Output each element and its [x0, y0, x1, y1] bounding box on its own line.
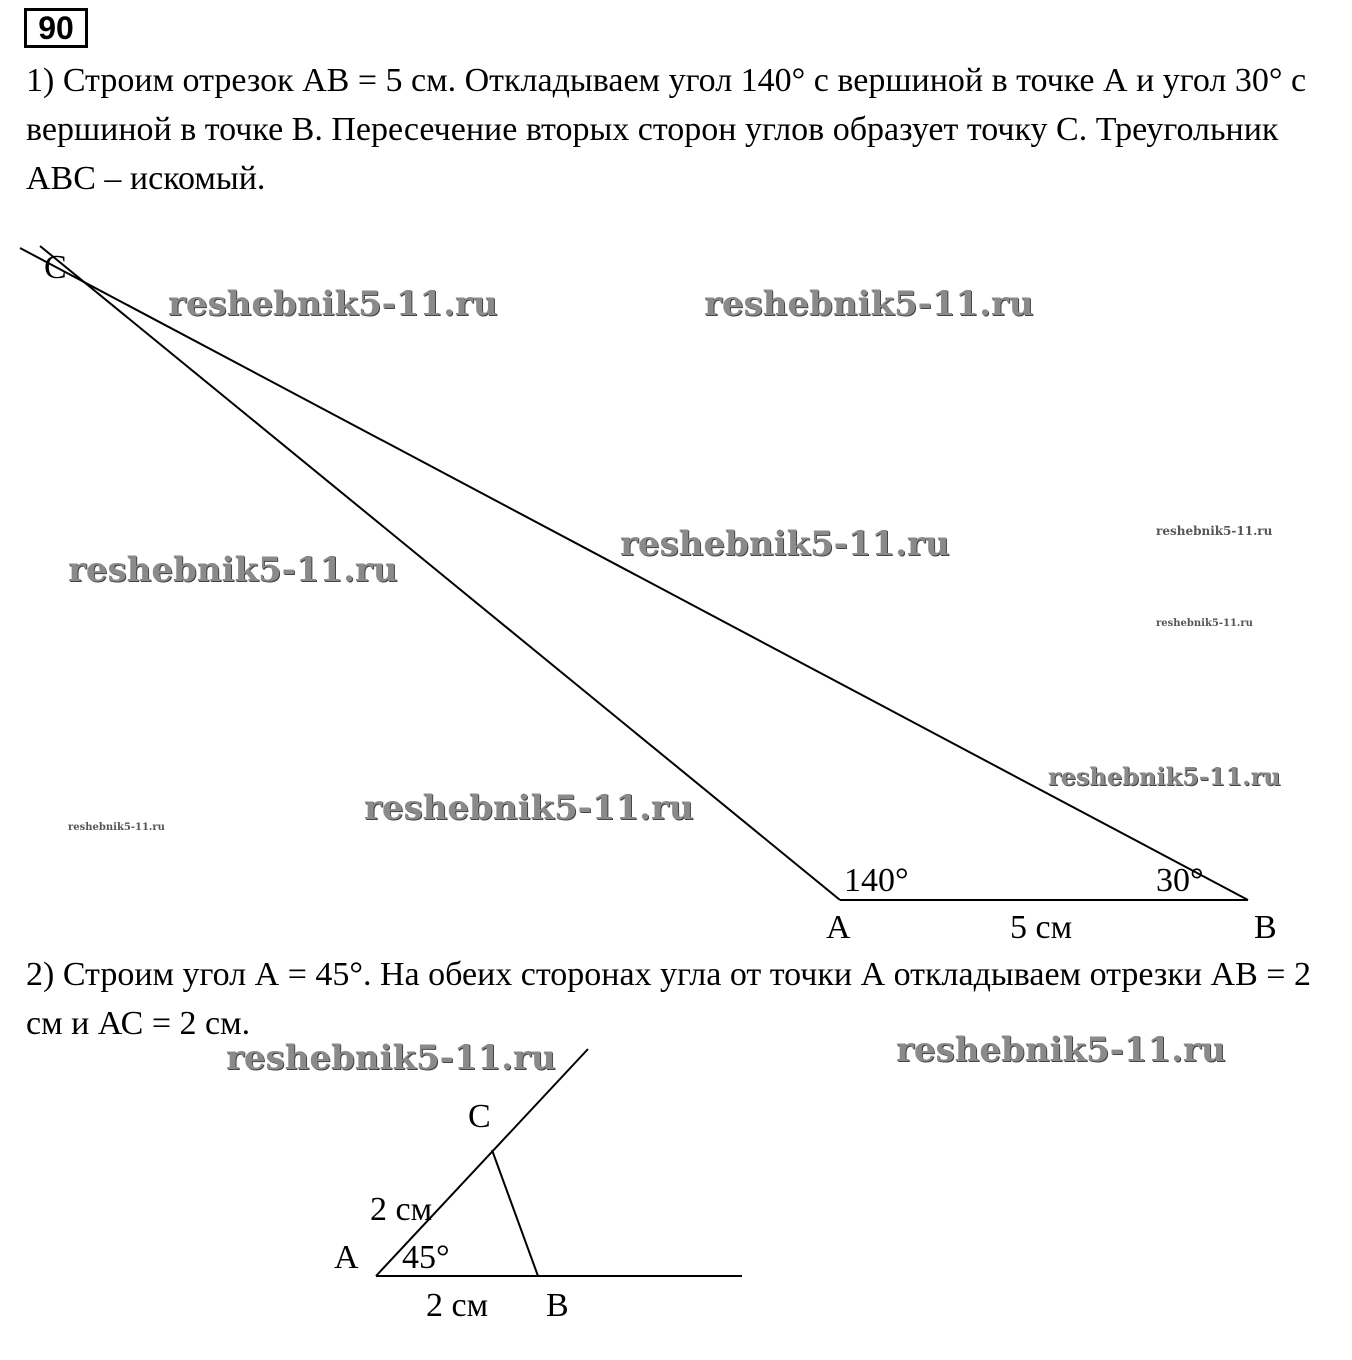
- watermark: reshebnik5-11.ru: [1156, 524, 1273, 538]
- angle-a-label: 140°: [844, 862, 909, 899]
- side-ab2-label: 2 см: [426, 1287, 489, 1324]
- angle-b-label: 30°: [1156, 862, 1204, 899]
- problem-number: 90: [24, 8, 88, 48]
- point-b2-label: B: [546, 1287, 569, 1324]
- side-ac-label: 2 см: [370, 1191, 433, 1228]
- segment-bc: [492, 1150, 538, 1276]
- part2-text: 2) Строим угол А = 45°. На обеих сторонах угла от точки А откладываем отрезки АВ = 2 см и АС = 2 см.: [26, 956, 1311, 1042]
- watermark: reshebnik5-11.ru: [364, 788, 694, 828]
- figure-2-angle: [334, 1049, 742, 1324]
- point-c2-label: C: [468, 1098, 491, 1135]
- watermark: reshebnik5-11.ru: [68, 822, 165, 833]
- point-a-label: A: [826, 909, 851, 946]
- watermark: reshebnik5-11.ru: [168, 284, 498, 324]
- watermark: reshebnik5-11.ru: [620, 524, 950, 564]
- point-c-label: C: [44, 249, 67, 286]
- watermark: reshebnik5-11.ru: [226, 1038, 556, 1078]
- watermark: reshebnik5-11.ru: [68, 550, 398, 590]
- point-a2-label: A: [334, 1239, 359, 1276]
- watermark: reshebnik5-11.ru: [1156, 618, 1253, 629]
- point-b-label: B: [1254, 909, 1277, 946]
- side-ab-label: 5 см: [1010, 909, 1073, 946]
- watermark: reshebnik5-11.ru: [704, 284, 1034, 324]
- watermark: reshebnik5-11.ru: [896, 1030, 1226, 1070]
- figure-1-triangle: [20, 246, 1277, 946]
- angle-a2-label: 45°: [402, 1239, 450, 1276]
- part1-text: 1) Строим отрезок АВ = 5 см. Откладываем угол 140° с вершиной в точке А и угол 30° с вершиной в точке В. Пересечение вторых сторон углов образует точку С. Треугольник АВС – искомый.: [26, 62, 1307, 197]
- watermark: reshebnik5-11.ru: [1048, 762, 1281, 791]
